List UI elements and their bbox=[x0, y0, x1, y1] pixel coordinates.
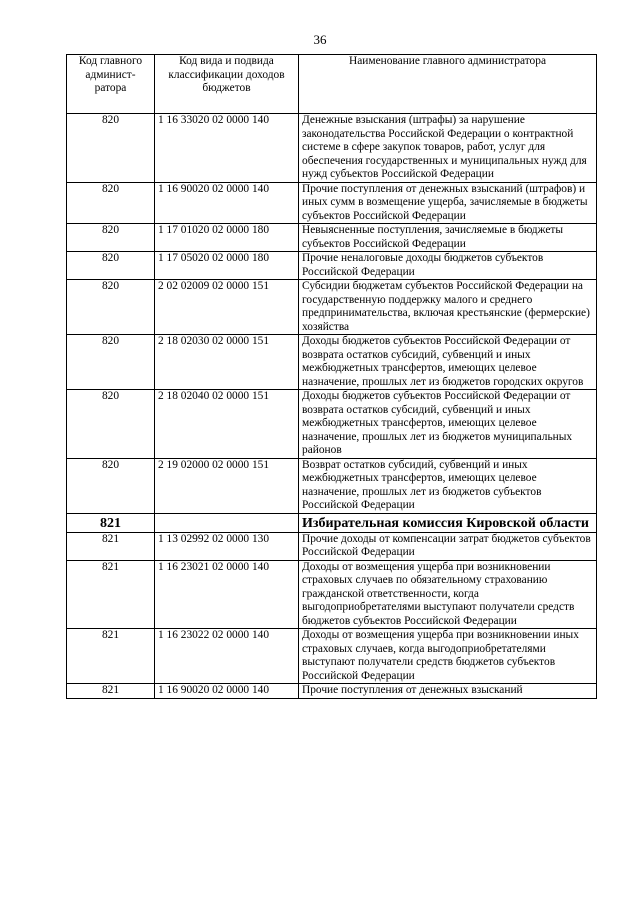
table-row bbox=[67, 114, 597, 183]
table-row bbox=[67, 532, 597, 560]
admin-name-cell: Прочие поступления от денежных взысканий (штрафов) и иных сумм в возмещение ущерба, зачисляемые в бюджеты субъектов Российской Федерации bbox=[299, 182, 597, 224]
kbk-code-cell: 1 16 90020 02 0000 140 bbox=[155, 182, 299, 224]
table-row bbox=[67, 280, 597, 335]
admin-code-cell: 820 bbox=[67, 458, 155, 513]
kbk-code-cell: 1 16 23022 02 0000 140 bbox=[155, 629, 299, 684]
admin-name-cell: Прочие неналоговые доходы бюджетов субъектов Российской Федерации bbox=[299, 252, 597, 280]
admin-name-cell: Избирательная комиссия Кировской области bbox=[299, 513, 597, 532]
admin-name-cell: Субсидии бюджетам субъектов Российской Федерации на государственную поддержку малого и среднего предпринимательства, включая крестьянские (фермерские) хозяйства bbox=[299, 280, 597, 335]
page-number: 36 bbox=[313, 32, 327, 47]
admin-name-cell: Прочие доходы от компенсации затрат бюджетов субъектов Российской Федерации bbox=[299, 532, 597, 560]
kbk-code-cell: 1 13 02992 02 0000 130 bbox=[155, 532, 299, 560]
header-admin-code: Код главного админист-ратора bbox=[67, 55, 155, 114]
kbk-code-cell: 2 02 02009 02 0000 151 bbox=[155, 280, 299, 335]
kbk-code-cell: 1 16 23021 02 0000 140 bbox=[155, 560, 299, 629]
kbk-code-cell: 1 16 33020 02 0000 140 bbox=[155, 114, 299, 183]
budget-revenue-table bbox=[66, 54, 597, 699]
admin-name-cell: Денежные взыскания (штрафы) за нарушение законодательства Российской Федерации о контрактной системе в сфере закупок товаров, работ, услуг для обеспечения государственных и муниципальных нужд для нужд субъектов Российской Федерации bbox=[299, 114, 597, 183]
admin-name-cell: Доходы от возмещения ущерба при возникновении иных страховых случаев, когда выгодоприобретателями выступают получатели средств бюджетов субъектов Российской Федерации bbox=[299, 629, 597, 684]
kbk-code-cell: 2 18 02030 02 0000 151 bbox=[155, 335, 299, 390]
admin-code-cell: 820 bbox=[67, 182, 155, 224]
admin-code-cell: 820 bbox=[67, 390, 155, 459]
admin-code-cell: 821 bbox=[67, 532, 155, 560]
kbk-code-cell: 1 16 90020 02 0000 140 bbox=[155, 684, 299, 699]
header-kbk-code: Код вида и подвида классификации доходов бюджетов bbox=[155, 55, 299, 114]
admin-code-cell: 820 bbox=[67, 335, 155, 390]
admin-name-cell: Невыясненные поступления, зачисляемые в бюджеты субъектов Российской Федерации bbox=[299, 224, 597, 252]
section-heading-row bbox=[67, 513, 597, 532]
table-row bbox=[67, 629, 597, 684]
admin-code-cell: 820 bbox=[67, 114, 155, 183]
admin-name-cell: Доходы бюджетов субъектов Российской Федерации от возврата остатков субсидий, субвенций и иных межбюджетных трансфертов, имеющих целевое назначение, прошлых лет из бюджетов городских округов bbox=[299, 335, 597, 390]
admin-code-cell: 821 bbox=[67, 684, 155, 699]
admin-code-cell: 821 bbox=[67, 560, 155, 629]
admin-name-cell: Возврат остатков субсидий, субвенций и иных межбюджетных трансфертов, имеющих целевое назначение, прошлых лет из бюджетов субъектов Российской Федерации bbox=[299, 458, 597, 513]
admin-code-cell: 821 bbox=[67, 629, 155, 684]
admin-code-cell: 820 bbox=[67, 224, 155, 252]
table-row bbox=[67, 182, 597, 224]
table-row bbox=[67, 335, 597, 390]
admin-name-cell: Доходы от возмещения ущерба при возникновении страховых случаев по обязательному страхованию гражданской ответственности, когда выгодоприобретателями выступают получатели средств бюджетов субъектов Российской Федерации bbox=[299, 560, 597, 629]
kbk-code-cell: 1 17 05020 02 0000 180 bbox=[155, 252, 299, 280]
table-row bbox=[67, 458, 597, 513]
admin-code-cell: 820 bbox=[67, 280, 155, 335]
admin-code-cell: 820 bbox=[67, 252, 155, 280]
table-row bbox=[67, 390, 597, 459]
admin-code-cell: 821 bbox=[67, 513, 155, 532]
kbk-code-cell bbox=[155, 513, 299, 532]
admin-name-cell: Прочие поступления от денежных взысканий bbox=[299, 684, 597, 699]
kbk-code-cell: 1 17 01020 02 0000 180 bbox=[155, 224, 299, 252]
table-row bbox=[67, 684, 597, 699]
admin-name-cell: Доходы бюджетов субъектов Российской Федерации от возврата остатков субсидий, субвенций и иных межбюджетных трансфертов, имеющих целевое назначение, прошлых лет из бюджетов муниципальных районов bbox=[299, 390, 597, 459]
table-header-row bbox=[67, 55, 597, 114]
kbk-code-cell: 2 18 02040 02 0000 151 bbox=[155, 390, 299, 459]
table-row bbox=[67, 560, 597, 629]
header-admin-name: Наименование главного администратора bbox=[299, 55, 597, 114]
kbk-code-cell: 2 19 02000 02 0000 151 bbox=[155, 458, 299, 513]
table-row bbox=[67, 224, 597, 252]
table-row bbox=[67, 252, 597, 280]
